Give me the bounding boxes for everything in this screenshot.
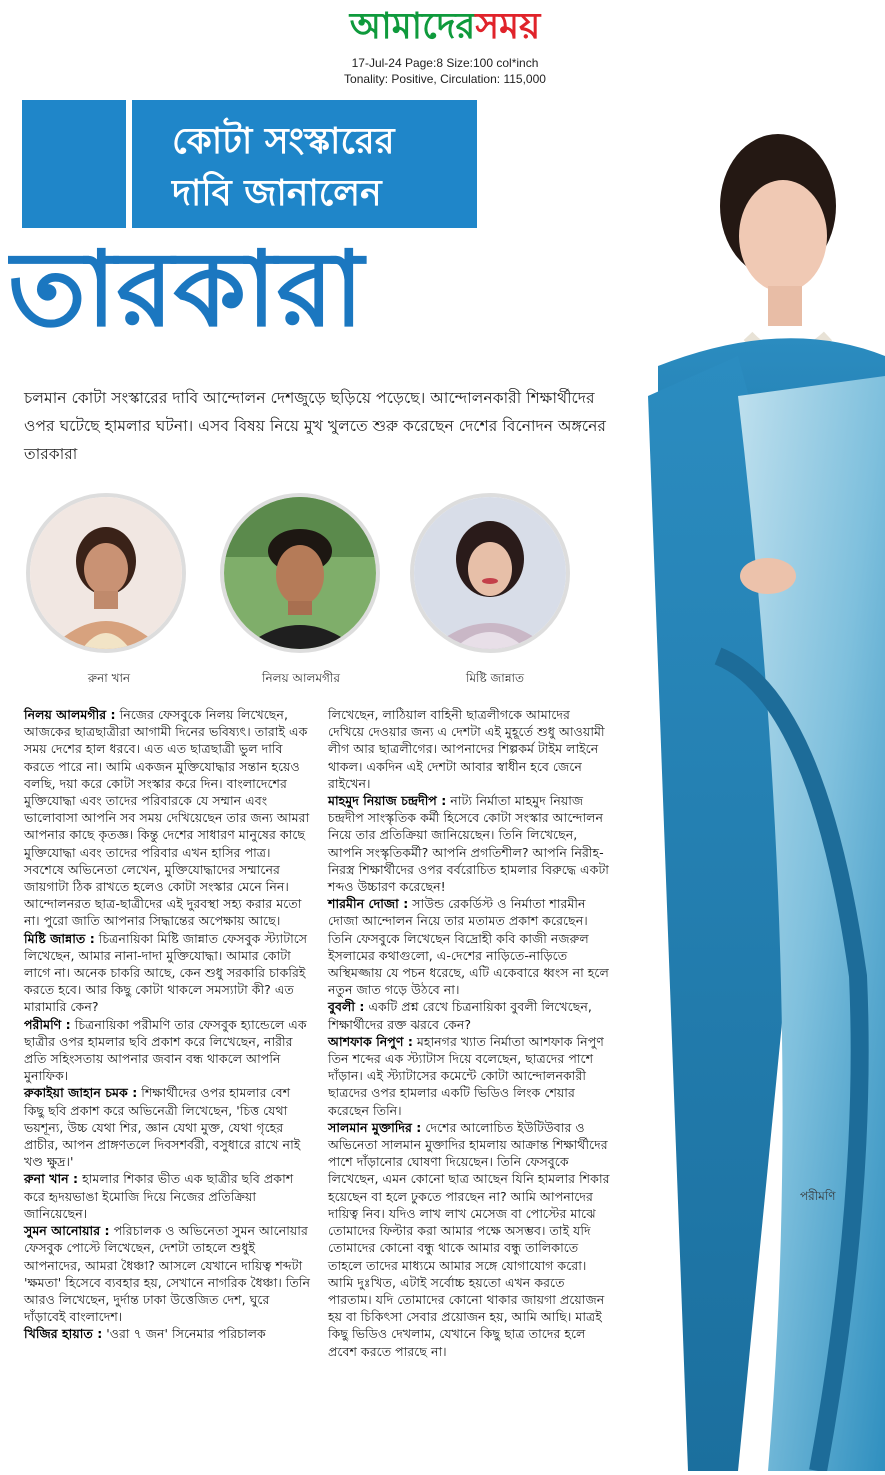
photo-caption: পরীমণি <box>800 1189 836 1203</box>
paragraph-text: পরিচালক ও অভিনেতা সুমন আনোয়ার ফেসবুক পোস্টে লিখেছেন, দেশটা তাহলে শুধুই আপনাদের, আমরা ধৈঞ্চা? আসলে যেখানে দায়িত্ব শব্দটা 'ক্ষমতা' হিসেবে ব্যবহার হয়, সেখানে নাগরিক ধৈঞ্চা। তিনি আরও লিখেছেন, দুর্দান্ত ঢাকা উত্তেজিত দেশ, ঘুরে দাঁড়াবেই বাংলাদেশ। <box>24 1223 310 1325</box>
paragraph-text: নিজের ফেসবুকে নিলয় লিখেছেন, আজকের ছাত্রছাত্রীরা আগামী দিনের ভবিষ্যৎ। তারাই এক সময় দেশের হাল ধরবে। এত এত ছাত্রছাত্রী ভুল দাবি করতে পারে না। আমি একজন মুক্তিযোদ্ধার সন্তান হয়েও বলছি, দয়া করে কোটা সংস্কার করে দিন। বাংলাদেশের মুক্তিযোদ্ধা এবং তাদের পরিবারকে যে সম্মান এবং ভালোবাসা আপনি সব সময় দেখিয়েছেন তার জন্য আমরা আপনার কাছে কৃতজ্ঞ। কিন্তু দেশের সাধারণ মানুষের কাছে মুক্তিযোদ্ধা এবং তাদের পরিবার এখন হাসির পাত্র। সবশেষে অভিনেতা লেখেন, মুক্তিযোদ্ধাদের সম্মানের জায়গাটা ঠিক রাখতে হলেও কোটা সংস্কার মেনে নিন। আন্দোলনরত ছাত্র-ছাত্রীদের এই দুরবস্থা সহ্য করার মতো না। পুরো জাতি আপনার সিদ্ধান্তের অপেক্ষায় আছে। <box>24 707 310 929</box>
deck-line-1: কোটা সংস্কারের <box>172 121 395 162</box>
article-paragraph <box>24 1170 314 1222</box>
portrait-1-image <box>30 497 182 649</box>
portrait-caption-1: রুনা খান <box>87 671 131 685</box>
portrait-mishti-jannat <box>410 493 570 653</box>
headline-deck-box <box>22 100 477 228</box>
article-paragraph <box>328 895 610 998</box>
headline-title: তারকারা <box>8 228 364 350</box>
speaker-name: সালমান মুক্তাদির : <box>328 1119 422 1135</box>
article-paragraph <box>328 1033 610 1119</box>
paragraph-text: লিখেছেন, লাঠিয়াল বাহিনী ছাত্রলীগকে আমাদের দেখিয়ে দেওয়ার জন্য এ দেশটা এই মুহূর্তে শুধু আওয়ামী লীগ আর ছাত্রলীগের। আপনাদের শিল্পকর্ম টাইম লাইনে থাকল। একদিন এই দেশটা আবার স্বাধীন হবে জেনে রাইখেন। <box>328 707 605 791</box>
article-column-2 <box>328 706 610 1360</box>
paragraph-text: নাট্য নির্মাতা মাহমুদ নিয়াজ চন্দ্রদীপ সাংস্কৃতিক কর্মী হিসেবে কোটা সংস্কার আন্দোলন নিয়ে তার প্রতিক্রিয়া জানিয়েছেন। তিনি লিখেছেন, আপনি সংস্কৃতিকর্মী? আপনি প্রগতিশীল? আপনি নিরীহ-নিরস্ত্র শিক্ষার্থীদের ওপর বর্বরোচিত হামলার বিরুদ্ধে একটা শব্দও উচ্চারণ করেছেন! <box>328 793 609 895</box>
portrait-caption-3: মিষ্টি জান্নাত <box>465 671 525 685</box>
model-photo-image <box>618 96 885 1471</box>
paragraph-text: সাউন্ড রেকর্ডিস্ট ও নির্মাতা শারমীন দোজা আন্দোলন নিয়ে তার মতামত প্রকাশ করেছেন। তিনি ফেসবুকে লিখেছেন বিদ্রোহী কবি কাজী নজরুল ইসলামের কথাগুলো, এ-দেশের নাড়িতে-নাড়িতে অস্থিমজ্জায় যে পচন ধরেছে, এটি একেবারে ধ্বংস না হলে নতুন জাত গড়ে উঠবে না। <box>328 896 609 998</box>
paragraph-text: চিত্রনায়িকা মিষ্টি জান্নাত ফেসবুক স্ট্যাটাসে লিখেছেন, আমার নানা-দাদা মুক্তিযোদ্ধা। আমার কোটা লাগে না। অনেক চাকরি আছে, কেন শুধু সরকারি চাকরিই করতে হবে। আর কিছু কোটা থাকলে সমস্যাটা কী? এত মারামারি কেন? <box>24 930 308 1015</box>
speaker-name: নিলয় আলমগীর : <box>24 707 116 722</box>
deck-line-2: দাবি জানালেন <box>172 173 382 214</box>
portrait-runa-khan <box>26 493 186 653</box>
article-paragraph <box>24 706 314 930</box>
logo-text-green: আমাদের <box>349 5 476 47</box>
article-paragraph <box>328 792 610 895</box>
paragraph-text: চিত্রনায়িকা পরীমণি তার ফেসবুক হ্যান্ডেলে এক ছাত্রীর ওপর হামলার ছবি প্রকাশ করে লিখেছেন, নারীর প্রতি সহিংসতায় আপনার জবান বন্ধ থাকলে আপনি মুনাফিক। <box>24 1016 307 1084</box>
deck-divider <box>126 100 132 228</box>
article-paragraph <box>24 1222 314 1325</box>
paragraph-text: হামলার শিকার ভীত এক ছাত্রীর ছবি প্রকাশ করে হৃদয়ভাঙা ইমোজি দিয়ে নিজের প্রতিক্রিয়া জানিয়েছেন। <box>24 1171 294 1221</box>
portrait-caption-2: নিলয় আলমগীর <box>262 671 340 685</box>
speaker-name: রুকাইয়া জাহান চমক : <box>24 1085 138 1101</box>
paragraph-text: দেশের আলোচিত ইউটিউবার ও অভিনেতা সালমান মুক্তাদির হামলায় আক্রান্ত শিক্ষার্থীদের পাশে দাঁড়ানোর ঘোষণা দিয়েছেন। তিনি ফেসবুকে লিখেছেন, এমন কোনো ছাত্র আছেন যিনি হামলার শিকার হয়েছেন বা হলে ঢুকতে পারছেন না? আমি আপনাদের দায়িত্ব নিব। যদিও লাখ লাখ মেসেজ বা পোস্টের মাঝে তোমাদের ফিল্টার করা আমার পক্ষে অসম্ভব। তাই যদি তোমাদের কোনো বন্ধু থাকে আমার বন্ধু তালিকাতে তাহলে তাদের মাধ্যমে আমার সঙ্গে যোগাযোগ করো। আমি দুঃখিত, এটাই সর্বোচ্চ হয়তো এখন করতে পারতাম। যদি তোমাদের কোনো থাকার জায়গা প্রয়োজন হয় বা চিকিৎসা সেবার প্রয়োজন হয়, আমি আছি। মাত্রই কিছু ভিডিও দেখলাম, যেখানে কিছু ছাত্র তাদের হলে প্রবেশ করতে পারছে না। <box>328 1119 610 1359</box>
paragraph-text: একটি প্রশ্ন রেখে চিত্রনায়িকা বুবলী লিখেছেন, শিক্ষার্থীদের রক্ত ঝরবে কেন? <box>328 999 592 1032</box>
portrait-3-image <box>414 497 566 649</box>
portrait-niloy-alamgir <box>220 493 380 653</box>
intro-paragraph: চলমান কোটা সংস্কারের দাবি আন্দোলন দেশজুড়ে ছড়িয়ে পড়েছে। আন্দোলনকারী শিক্ষার্থীদের ওপর ঘটেছে হামলার ঘটনা। এসব বিষয় নিয়ে মুখ খুলতে শুরু করেছেন দেশের বিনোদন অঙ্গনের তারকারা <box>24 389 607 463</box>
article-paragraph <box>328 1119 610 1360</box>
logo-text-red: সময় <box>475 5 541 47</box>
article-paragraph <box>328 998 610 1032</box>
speaker-name: আশফাক নিপুণ : <box>328 1033 413 1049</box>
article-paragraph <box>24 930 314 1016</box>
clipping-meta-date: 17-Jul-24 Page:8 Size:100 col*inch <box>351 56 539 70</box>
portrait-2-image <box>224 497 376 649</box>
article-column-1 <box>24 706 314 1343</box>
speaker-name: পরীমণি : <box>24 1016 71 1032</box>
article-paragraph <box>328 706 610 792</box>
speaker-name: মিষ্টি জান্নাত : <box>24 930 95 946</box>
article-paragraph <box>24 1325 314 1342</box>
model-photo <box>618 96 885 1471</box>
paragraph-text: 'ওরা ৭ জন' সিনেমার পরিচালক <box>102 1326 266 1342</box>
speaker-name: বুবলী : <box>328 999 365 1015</box>
speaker-name: সুমন আনোয়ার : <box>24 1223 110 1239</box>
article-paragraph <box>24 1084 314 1170</box>
article-paragraph <box>24 1016 314 1085</box>
paragraph-text: মহানগর খ্যাত নির্মাতা আশফাক নিপুণ তিন শব্দের এক স্ট্যাটাস দিয়ে বলেছেন, ছাত্রদের পাশে দাঁড়ান। এই স্ট্যাটাসের কমেন্টে কোটা আন্দোলনকারী ছাত্রদের ওপর হামলার একটি ভিডিও লিংক শেয়ার করেছেন তিনি। <box>328 1033 604 1118</box>
speaker-name: রুনা খান : <box>24 1171 79 1187</box>
speaker-name: খিজির হায়াত : <box>24 1326 103 1342</box>
speaker-name: শারমীন দোজা : <box>328 896 409 912</box>
speaker-name: মাহমুদ নিয়াজ চন্দ্রদীপ : <box>328 793 447 809</box>
newspaper-logo <box>300 2 590 50</box>
clipping-meta-tonality: Tonality: Positive, Circulation: 115,000 <box>344 72 546 86</box>
paragraph-text: শিক্ষার্থীদের ওপর হামলার বেশ কিছু ছবি প্রকাশ করে অভিনেত্রী লিখেছেন, 'চিত্ত যেথা ভয়শূন্য, উচ্চ যেথা শির, জ্ঞান যেথা মুক্ত, যেথা গৃহের প্রাচীর, আপন প্রাঙ্গণতলে দিবসশর্বরী, বসুধারে রাখে নাই খণ্ড ক্ষুদ্র।' <box>24 1085 301 1170</box>
